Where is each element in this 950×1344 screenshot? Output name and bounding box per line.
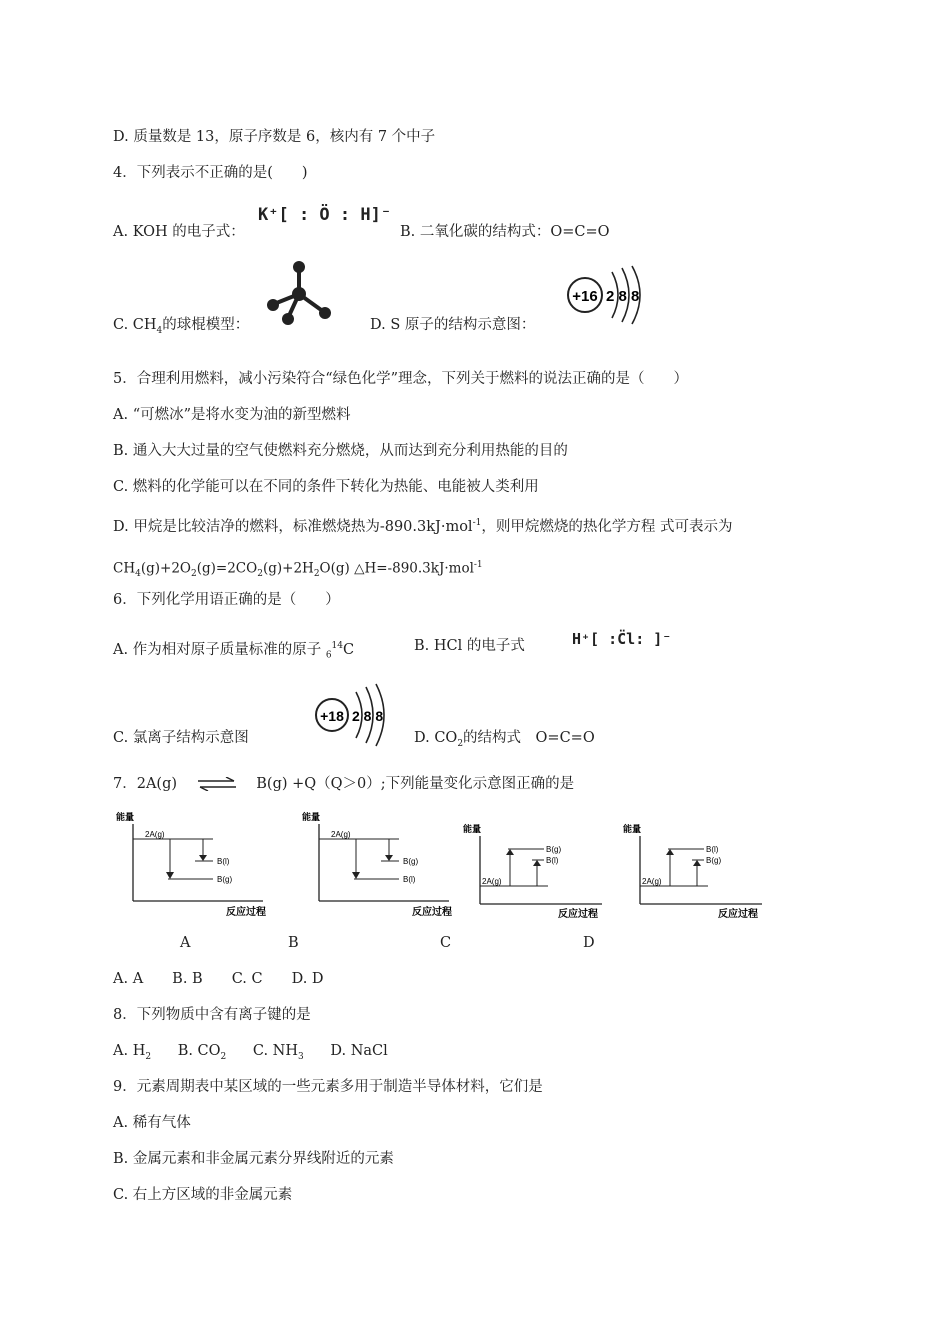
level-b-gas: B(g) <box>217 875 233 884</box>
fig-label-a: A <box>180 935 191 951</box>
q7-stem <box>113 774 574 794</box>
fig-label-d: D <box>583 935 595 951</box>
cl-shell-electrons: 2 8 8 <box>352 708 384 724</box>
q9-option-c: C. 右上方区域的非金属元素 <box>113 1187 293 1203</box>
methane-thermochemical-equation: $CH_4(g)+2O_2(g)=2CO_2(g)+2H_2O(g)$ △H=-890.3kJ·mol$^{-1}$ <box>113 560 483 580</box>
q5-option-d: D. 甲烷是比较洁净的燃料，标准燃烧热为-890.3kJ·mol$^{-1}$，则甲烷燃烧的热化学方程 式可表示为 <box>113 518 733 535</box>
q4-option-c-label: C. $CH_4$的球棍模型： <box>113 317 250 336</box>
q4-option-b: B. 二氧化碳的结构式：O=C=O <box>400 224 610 240</box>
level-2a: 2A(g) <box>642 877 662 886</box>
energy-diagram-a <box>113 808 283 920</box>
process-axis-label: 反应过程 <box>718 909 758 920</box>
s-atom-structure-diagram <box>560 262 650 328</box>
energy-axis-label: 能量 <box>116 812 135 822</box>
energy-diagram-c <box>462 822 622 922</box>
cl-nucleus-charge: +18 <box>320 708 344 724</box>
q4-option-d-label: D. S 原子的结构示意图： <box>370 317 536 333</box>
q3-option-d: D. 质量数是 13，原子序数是 6，核内有 7 个中子 <box>113 129 436 145</box>
q5-option-c: C. 燃料的化学能可以在不同的条件下转化为热能、电能被人类利用 <box>113 479 539 495</box>
level-b-gas: B(g) <box>546 845 562 854</box>
q6-option-d: D. $CO_2$的结构式 O=C=O <box>414 730 595 749</box>
level-2a: 2A(g) <box>482 877 502 886</box>
level-b-liquid: B(l) <box>217 857 230 866</box>
equilibrium-arrow-icon <box>194 777 240 791</box>
energy-axis-label: 能量 <box>623 824 642 834</box>
level-b-liquid: B(l) <box>403 875 416 884</box>
q6-option-b-label: B. HCl 的电子式 <box>414 638 525 654</box>
q6-option-c-label: C. 氯离子结构示意图 <box>113 730 249 746</box>
level-b-gas: B(g) <box>706 856 722 865</box>
q4-stem: 4．下列表示不正确的是( ) <box>113 165 308 181</box>
s-shell-electrons: 2 8 8 <box>606 288 640 305</box>
q4-option-a-label: A. KOH 的电子式： <box>113 224 245 240</box>
q5-stem: 5．合理利用燃料，减小污染符合“绿色化学”理念，下列关于燃料的说法正确的是（ ） <box>113 371 689 387</box>
fig-label-b: B <box>288 935 299 951</box>
q6-stem: 6．下列化学用语正确的是（ ） <box>113 592 340 608</box>
level-2a: 2A(g) <box>331 830 351 839</box>
q9-stem: 9．元素周期表中某区域的一些元素多用于制造半导体材料，它们是 <box>113 1079 543 1095</box>
q8-stem: 8．下列物质中含有离子键的是 <box>113 1007 311 1023</box>
q5-option-b: B. 通入大大过量的空气使燃料充分燃烧，从而达到充分利用热能的目的 <box>113 443 568 459</box>
q7-stem-rest: B(g) +Q（Q＞0）;下列能量变化示意图正确的是 <box>256 776 575 792</box>
process-axis-label: 反应过程 <box>558 909 598 920</box>
s-nucleus-charge: +16 <box>572 288 598 305</box>
q7-options: A. A B. B C. C D. D <box>113 971 324 987</box>
q9-option-b: B. 金属元素和非金属元素分界线附近的元素 <box>113 1151 394 1167</box>
koh-electron-formula: K⁺[ : Ö : H]⁻ <box>258 205 392 225</box>
energy-axis-label: 能量 <box>463 824 482 834</box>
energy-axis-label: 能量 <box>302 812 321 822</box>
q9-option-a: A. 稀有气体 <box>113 1115 191 1131</box>
process-axis-label: 反应过程 <box>226 907 266 918</box>
chloride-ion-structure-diagram <box>310 682 396 748</box>
energy-diagram-b <box>299 808 469 920</box>
hcl-electron-formula: H⁺[ :C̈l: ]⁻ <box>572 630 672 648</box>
process-axis-label: 反应过程 <box>412 907 452 918</box>
level-b-gas: B(g) <box>403 857 419 866</box>
level-b-liquid: B(l) <box>706 845 719 854</box>
level-2a: 2A(g) <box>145 830 165 839</box>
energy-diagram-d <box>622 822 782 922</box>
level-b-liquid: B(l) <box>546 856 559 865</box>
q8-options: A. $H_2$ B. $CO_2$ C. $NH_3$ D. NaCl <box>113 1043 388 1062</box>
ch4-ball-stick-model <box>262 260 342 326</box>
q7-stem-reactant: 7．2A(g) <box>113 776 178 792</box>
q5-option-a: A. “可燃冰”是将水变为油的新型燃料 <box>113 407 351 423</box>
fig-label-c: C <box>440 935 452 951</box>
q6-option-a: A. 作为相对原子质量标准的原子 $_6^{14}$C <box>113 641 355 661</box>
